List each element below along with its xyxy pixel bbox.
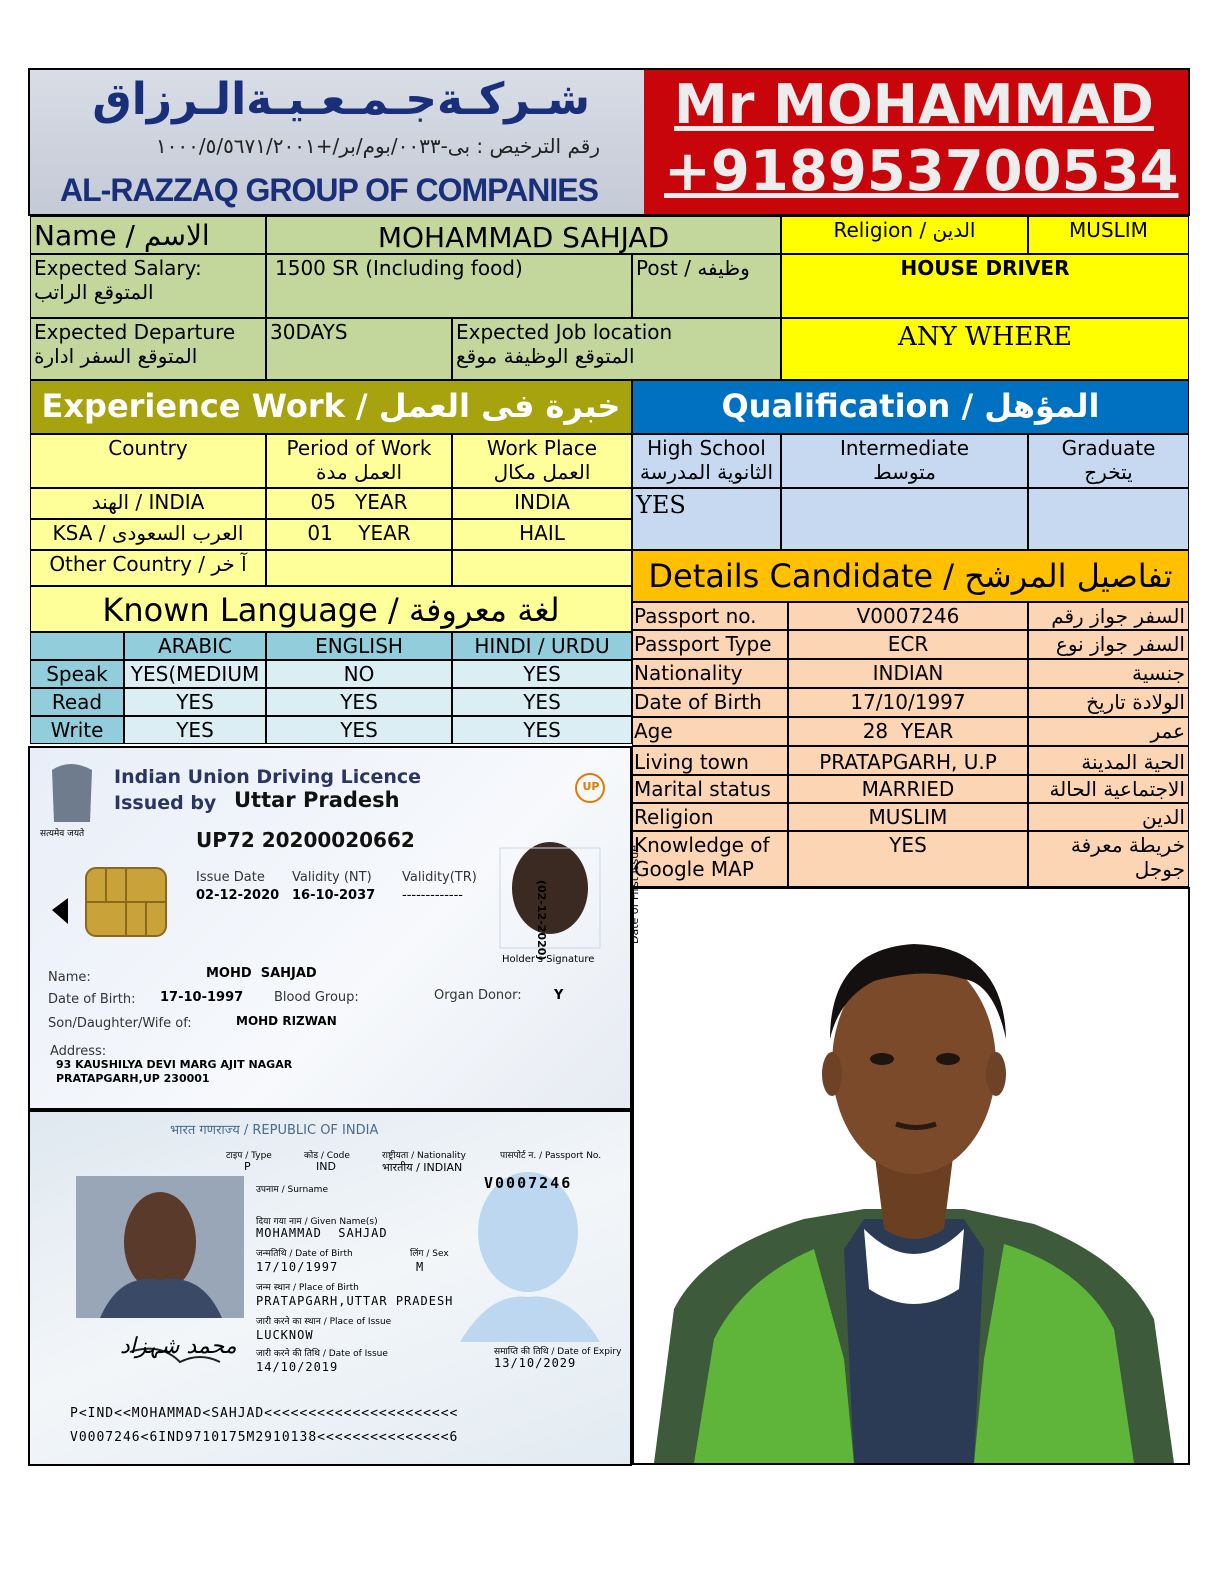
experience-row-period: 01 YEAR bbox=[266, 519, 452, 550]
licence-issued-by: Issued by bbox=[114, 792, 217, 814]
qualification-highschool-value: YES bbox=[632, 488, 781, 550]
language-row-label: Read bbox=[30, 688, 124, 716]
experience-row-place bbox=[452, 550, 632, 586]
departure-label bbox=[30, 318, 266, 380]
license-text: رقم الترخيص : بى-٠٠٣٣/بوم/بر/+١٠٠٠/٥/٥٦٧١/٢٠٠١ bbox=[155, 134, 600, 158]
passport-number-value: V0007246 bbox=[484, 1174, 573, 1192]
licence-name-label: Name: bbox=[48, 970, 91, 985]
experience-row-place: HAIL bbox=[452, 519, 632, 550]
language-cell: NO bbox=[266, 660, 452, 688]
passport-poi-value: LUCKNOW bbox=[256, 1328, 314, 1342]
qualification-header-highschool bbox=[632, 434, 781, 488]
details-arabic: السفر جواز رقم bbox=[1028, 602, 1189, 630]
passport-given-label: दिया गया नाम / Given Name(s) bbox=[256, 1217, 378, 1227]
passport-pob-label: जन्म स्थान / Place of Birth bbox=[256, 1283, 359, 1293]
language-col-hindi-urdu: HINDI / URDU bbox=[452, 632, 632, 660]
language-row-label: Speak bbox=[30, 660, 124, 688]
licence-dob-value: 17-10-1997 bbox=[160, 990, 244, 1005]
licence-blood-label: Blood Group: bbox=[274, 990, 359, 1005]
experience-header-period bbox=[266, 434, 452, 488]
religion-value: MUSLIM bbox=[1028, 216, 1189, 254]
details-label: Nationality bbox=[632, 659, 788, 688]
passport-code-label: कोड / Code bbox=[304, 1151, 350, 1161]
experience-row-period: 05 YEAR bbox=[266, 488, 452, 519]
licence-address-label: Address: bbox=[50, 1044, 107, 1059]
qualification-title: Qualification / المؤهل bbox=[632, 380, 1189, 434]
details-label: Passport Type bbox=[632, 630, 788, 659]
details-label: Marital status bbox=[632, 775, 788, 803]
language-cell: YES bbox=[452, 716, 632, 744]
title-name: Mr MOHAMMAD bbox=[674, 73, 1154, 136]
passport-mrz-line1: P<IND<<MOHAMMAD<SAHJAD<<<<<<<<<<<<<<<<<<<<<< bbox=[70, 1406, 459, 1421]
details-value: INDIAN bbox=[788, 659, 1028, 688]
candidate-photo bbox=[632, 887, 1190, 1465]
language-col-english: ENGLISH bbox=[266, 632, 452, 660]
details-value: MUSLIM bbox=[788, 803, 1028, 831]
language-cell: YES bbox=[452, 660, 632, 688]
qualification-header-highschool-ar: الثانوية المدرسة bbox=[639, 460, 774, 484]
qualification-header-intermediate-en: Intermediate bbox=[839, 436, 970, 460]
details-label: Age bbox=[632, 717, 788, 746]
details-arabic: الاجتماعية الحالة bbox=[1028, 775, 1189, 803]
passport-signature: محمد شہزاد bbox=[120, 1334, 237, 1359]
salary-label-ar: المتوقع الراتب bbox=[34, 280, 154, 304]
religion-label: Religion / الدين bbox=[781, 216, 1028, 254]
experience-header-workplace-ar: العمل مكال bbox=[493, 460, 591, 484]
experience-header-country-en: Country bbox=[108, 436, 188, 460]
passport-code-value: IND bbox=[316, 1160, 336, 1173]
language-cell: YES bbox=[124, 716, 266, 744]
experience-header-workplace bbox=[452, 434, 632, 488]
driving-licence bbox=[28, 746, 641, 1110]
licence-issue-label: Issue Date bbox=[196, 870, 265, 885]
details-arabic: الدين bbox=[1028, 803, 1189, 831]
passport-sex-label: लिंग / Sex bbox=[410, 1249, 449, 1259]
job-location-label bbox=[452, 318, 781, 380]
job-location-label-ar: المتوقع الوظيفة موقع bbox=[456, 344, 635, 368]
details-label: Living town bbox=[632, 746, 788, 775]
company-name: AL-RAZZAQ GROUP OF COMPANIES bbox=[60, 172, 598, 208]
details-label: Date of Birth bbox=[632, 688, 788, 717]
details-title: Details Candidate / تفاصيل المرشح bbox=[632, 550, 1189, 602]
licence-name-value: MOHD SAHJAD bbox=[206, 966, 317, 981]
qualification-header-highschool-en: High School bbox=[647, 436, 766, 460]
licence-holder-signature: Holder's Signature bbox=[502, 954, 595, 965]
licence-badge: UP bbox=[582, 780, 600, 793]
departure-value: 30DAYS bbox=[266, 318, 452, 380]
language-col-arabic: ARABIC bbox=[124, 632, 266, 660]
licence-validity-tr-value: ------------- bbox=[402, 888, 463, 903]
post-value: HOUSE DRIVER bbox=[781, 254, 1189, 318]
details-value: PRATAPGARH, U.P bbox=[788, 746, 1028, 775]
departure-label-ar: المتوقع السفر ادارة bbox=[34, 344, 198, 368]
salary-label bbox=[30, 254, 266, 318]
experience-header-country bbox=[30, 434, 266, 488]
details-value: ECR bbox=[788, 630, 1028, 659]
passport-nationality-label: राष्ट्रीयता / Nationality bbox=[382, 1151, 466, 1161]
passport-type-label: टाइप / Type bbox=[226, 1151, 272, 1161]
licence-address-line1: 93 KAUSHILYA DEVI MARG AJIT NAGAR bbox=[56, 1058, 293, 1071]
salary-label-en: Expected Salary: bbox=[34, 256, 202, 280]
qualification-header-graduate-ar: يتخرج bbox=[1084, 460, 1133, 484]
experience-title: Experience Work / خبرة فى العمل bbox=[30, 380, 632, 434]
job-location-value: ANY WHERE bbox=[781, 318, 1189, 380]
details-label: Knowledge of Google MAP bbox=[632, 831, 788, 887]
language-corner bbox=[30, 632, 124, 660]
passport-surname-label: उपनाम / Surname bbox=[256, 1185, 328, 1195]
licence-emblem-text: सत्यमेव जयते bbox=[40, 829, 85, 839]
qualification-intermediate-value bbox=[781, 488, 1028, 550]
language-row-label: Write bbox=[30, 716, 124, 744]
licence-address-line2: PRATAPGARH,UP 230001 bbox=[56, 1072, 210, 1085]
licence-organ-value: Y bbox=[554, 988, 564, 1003]
experience-row-country: الهند / INDIA bbox=[30, 488, 266, 519]
language-cell: YES bbox=[452, 688, 632, 716]
passport-nationality-value: भारतीय / INDIAN bbox=[382, 1161, 463, 1174]
passport-doe-label: समाप्ति की तिथि / Date of Expiry bbox=[494, 1347, 622, 1357]
experience-row-country: KSA / العرب السعودى bbox=[30, 519, 266, 550]
licence-validity-nt-label: Validity (NT) bbox=[292, 870, 372, 885]
passport-poi-label: जारी करने का स्थान / Place of Issue bbox=[256, 1317, 392, 1327]
salary-value: 1500 SR (Including food) bbox=[266, 254, 632, 318]
passport-doe-value: 13/10/2029 bbox=[494, 1356, 577, 1370]
title-box bbox=[644, 70, 1188, 214]
passport-header: भारत गणराज्य / REPUBLIC OF INDIA bbox=[170, 1123, 379, 1138]
passport-mrz-line2: V0007246<6IND9710175M2910138<<<<<<<<<<<<<<<6 bbox=[70, 1430, 459, 1445]
experience-header-period-en: Period of Work bbox=[286, 436, 432, 460]
language-cell: YES bbox=[124, 688, 266, 716]
details-value: YES bbox=[788, 831, 1028, 887]
departure-label-en: Expected Departure bbox=[34, 320, 236, 344]
language-cell: YES(MEDIUM bbox=[124, 660, 266, 688]
passport-dob-value: 17/10/1997 bbox=[256, 1260, 339, 1274]
details-value: 17/10/1997 bbox=[788, 688, 1028, 717]
job-location-label-en: Expected Job location bbox=[456, 320, 673, 344]
title-phone: +918953700534 bbox=[664, 139, 1179, 204]
passport-doi-value: 14/10/2019 bbox=[256, 1360, 339, 1374]
details-arabic: السفر جواز نوع bbox=[1028, 630, 1189, 659]
candidate-photo-image bbox=[634, 889, 1188, 1463]
name-label: Name / الاسم bbox=[30, 216, 266, 254]
passport-sex-value: M bbox=[416, 1260, 424, 1274]
licence-organ-label: Organ Donor: bbox=[434, 988, 522, 1003]
language-cell: YES bbox=[266, 716, 452, 744]
licence-number: UP72 20200020662 bbox=[196, 828, 415, 852]
company-logo bbox=[30, 70, 644, 214]
language-title: Known Language / لغة معروفة bbox=[30, 586, 632, 632]
qualification-header-graduate-en: Graduate bbox=[1061, 436, 1156, 460]
passport-dob-label: जन्मतिथि / Date of Birth bbox=[256, 1249, 353, 1259]
licence-relation-value: MOHD RIZWAN bbox=[236, 1014, 337, 1028]
licence-side-date: (02-12-2020) bbox=[535, 880, 548, 961]
passport-page bbox=[28, 1110, 632, 1466]
passport-pob-value: PRATAPGARH,UTTAR PRADESH bbox=[256, 1294, 454, 1308]
licence-title: Indian Union Driving Licence bbox=[114, 766, 422, 788]
details-label: Passport no. bbox=[632, 602, 788, 630]
post-label: Post / وظيفه bbox=[632, 254, 781, 318]
licence-issue-value: 02-12-2020 bbox=[196, 888, 280, 903]
passport-doi-label: जारी करने की तिथि / Date of Issue bbox=[256, 1349, 388, 1359]
experience-header-period-ar: العمل مدة bbox=[315, 460, 403, 484]
details-arabic: عمر bbox=[1028, 717, 1189, 746]
details-label: Religion bbox=[632, 803, 788, 831]
licence-relation-label: Son/Daughter/Wife of: bbox=[48, 1016, 192, 1031]
details-arabic: خريطة معرفة جوجل bbox=[1028, 831, 1189, 887]
details-value: 28 YEAR bbox=[788, 717, 1028, 746]
experience-header-workplace-en: Work Place bbox=[486, 436, 598, 460]
licence-side-label: Date of First Issue bbox=[628, 845, 641, 944]
qualification-header-intermediate-ar: متوسط bbox=[873, 460, 936, 484]
experience-row-period bbox=[266, 550, 452, 586]
licence-state: Uttar Pradesh bbox=[234, 788, 400, 812]
licence-validity-tr-label: Validity(TR) bbox=[402, 870, 477, 885]
licence-validity-nt-value: 16-10-2037 bbox=[292, 888, 376, 903]
details-value: MARRIED bbox=[788, 775, 1028, 803]
experience-row-place: INDIA bbox=[452, 488, 632, 519]
qualification-graduate-value bbox=[1028, 488, 1189, 550]
passport-given-value: MOHAMMAD SAHJAD bbox=[256, 1226, 388, 1240]
passport-type-value: P bbox=[244, 1160, 251, 1173]
qualification-header-graduate bbox=[1028, 434, 1189, 488]
details-arabic: الحية المدينة bbox=[1028, 746, 1189, 775]
details-value: V0007246 bbox=[788, 602, 1028, 630]
details-arabic: جنسية bbox=[1028, 659, 1189, 688]
licence-dob-label: Date of Birth: bbox=[48, 992, 136, 1007]
passport-number-label: पासपोर्ट न. / Passport No. bbox=[500, 1151, 602, 1161]
qualification-header-intermediate bbox=[781, 434, 1028, 488]
language-cell: YES bbox=[266, 688, 452, 716]
name-value: MOHAMMAD SAHJAD bbox=[266, 216, 781, 254]
details-arabic: الولادة تاريخ bbox=[1028, 688, 1189, 717]
experience-row-country: Other Country / آ خر bbox=[30, 550, 266, 586]
logo-arabic-text: شـركـةجـمـعـيـةالـرزاق bbox=[92, 74, 590, 125]
